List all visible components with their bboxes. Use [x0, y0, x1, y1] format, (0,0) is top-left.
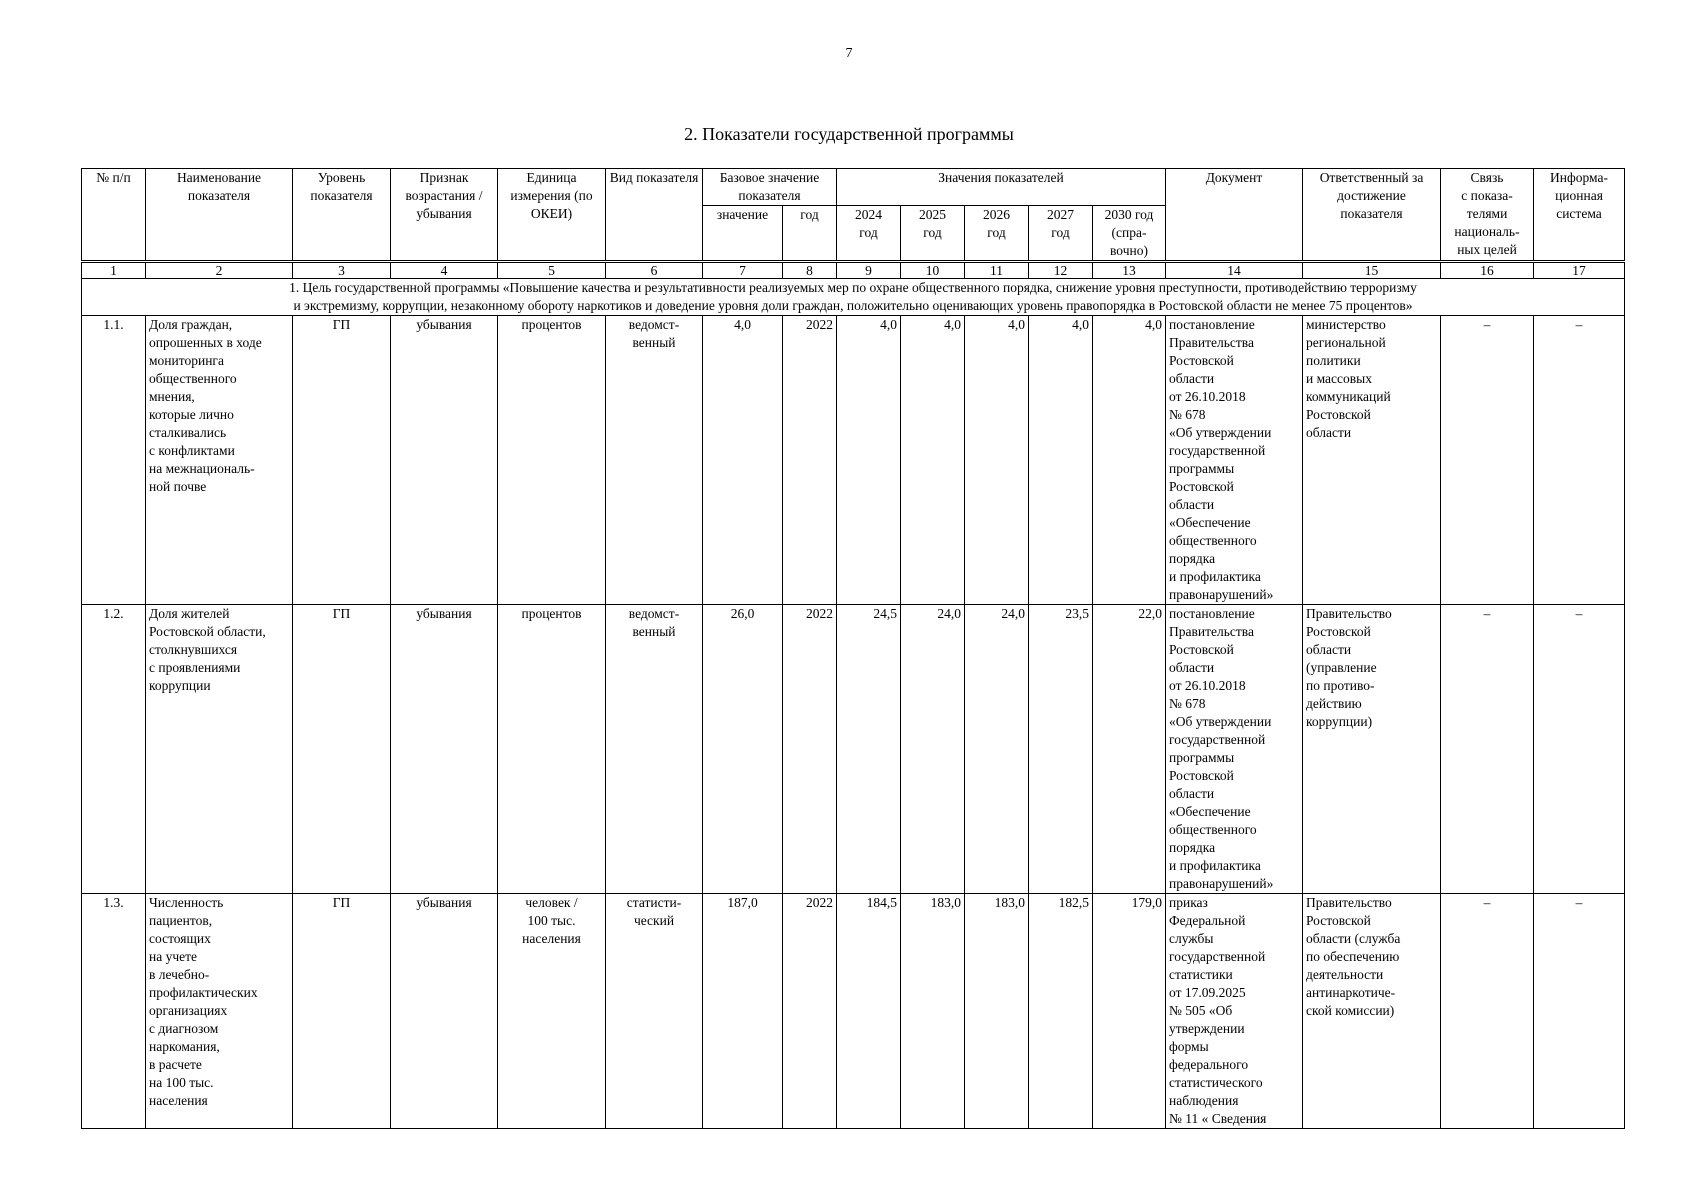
header-2027: 2027 год	[1029, 206, 1093, 262]
value-2026: 24,0	[965, 605, 1029, 894]
column-number: 16	[1441, 262, 1534, 279]
table-row	[82, 894, 1625, 1129]
national-goals-link: –	[1441, 316, 1534, 605]
value-2024: 184,5	[837, 894, 901, 1129]
column-number-row	[82, 262, 1625, 279]
column-number: 4	[391, 262, 498, 279]
base-value: 26,0	[703, 605, 783, 894]
value-2024: 24,5	[837, 605, 901, 894]
value-2026: 4,0	[965, 316, 1029, 605]
indicator-trend: убывания	[391, 605, 498, 894]
document: приказ Федеральной службы государственной статистики от 17.09.2025 № 505 «Об утверждении формы федерального статистического наблюдения № 11 « Сведения	[1166, 894, 1303, 1129]
goal-text: 1. Цель государственной программы «Повышение качества и результативности реализуемых мер по охране общественного порядка, снижение уровня преступности, противодействию терроризму и экстремизму, коррупции, незаконному обороту наркотиков и доведение уровня доли граждан, положительно оценивающих уровень правопорядка в Ростовской области не менее 75 процентов»	[82, 279, 1625, 316]
value-2027: 23,5	[1029, 605, 1093, 894]
indicator-name: Численность пациентов, состоящих на учете в лечебно- профилактических организациях с диагнозом наркомания, в расчете на 100 тыс. населения	[146, 894, 293, 1129]
column-number: 17	[1534, 262, 1625, 279]
value-2025: 24,0	[901, 605, 965, 894]
header-2025: 2025 год	[901, 206, 965, 262]
header-base-value: значение	[703, 206, 783, 262]
indicators-table	[81, 168, 1625, 1129]
header-kind: Вид показателя	[606, 169, 703, 262]
table-row	[82, 316, 1625, 605]
header-num: № п/п	[82, 169, 146, 262]
base-value: 187,0	[703, 894, 783, 1129]
info-system: –	[1534, 894, 1625, 1129]
indicator-level: ГП	[293, 605, 391, 894]
column-number: 10	[901, 262, 965, 279]
base-year: 2022	[783, 605, 837, 894]
value-2027: 182,5	[1029, 894, 1093, 1129]
column-number: 8	[783, 262, 837, 279]
header-level: Уровень показателя	[293, 169, 391, 262]
page-number: 7	[845, 46, 853, 61]
value-2026: 183,0	[965, 894, 1029, 1129]
responsible: Правительство Ростовской области (служба по обеспечению деятельности антинаркотиче- ской комиссии)	[1303, 894, 1441, 1129]
header-trend: Признак возрастания / убывания	[391, 169, 498, 262]
header-name: Наименование показателя	[146, 169, 293, 262]
document: постановление Правительства Ростовской области от 26.10.2018 № 678 «Об утверждении государственной программы Ростовской области «Обеспечение общественного порядка и профилактика правонарушений»	[1166, 605, 1303, 894]
value-2030: 22,0	[1093, 605, 1166, 894]
info-system: –	[1534, 605, 1625, 894]
column-number: 14	[1166, 262, 1303, 279]
indicator-level: ГП	[293, 894, 391, 1129]
value-2030: 179,0	[1093, 894, 1166, 1129]
header-link: Связь с показа- телями националь- ных целей	[1441, 169, 1534, 262]
column-number: 9	[837, 262, 901, 279]
row-num: 1.1.	[82, 316, 146, 605]
indicator-kind: ведомст- венный	[606, 605, 703, 894]
row-num: 1.2.	[82, 605, 146, 894]
header-unit: Единица измерения (по ОКЕИ)	[498, 169, 606, 262]
document: постановление Правительства Ростовской области от 26.10.2018 № 678 «Об утверждении государственной программы Ростовской области «Обеспечение общественного порядка и профилактика правонарушений»	[1166, 316, 1303, 605]
indicator-unit: процентов	[498, 605, 606, 894]
column-number: 2	[146, 262, 293, 279]
column-number: 13	[1093, 262, 1166, 279]
column-number: 12	[1029, 262, 1093, 279]
base-year: 2022	[783, 894, 837, 1129]
indicator-trend: убывания	[391, 316, 498, 605]
base-year: 2022	[783, 316, 837, 605]
header-base-year: год	[783, 206, 837, 262]
value-2030: 4,0	[1093, 316, 1166, 605]
indicator-name: Доля жителей Ростовской области, столкнувшихся с проявлениями коррупции	[146, 605, 293, 894]
column-number: 11	[965, 262, 1029, 279]
header-document: Документ	[1166, 169, 1303, 262]
indicator-unit: человек / 100 тыс. населения	[498, 894, 606, 1129]
responsible: министерство региональной политики и массовых коммуникаций Ростовской области	[1303, 316, 1441, 605]
info-system: –	[1534, 316, 1625, 605]
indicator-trend: убывания	[391, 894, 498, 1129]
value-2027: 4,0	[1029, 316, 1093, 605]
column-number: 6	[606, 262, 703, 279]
indicator-kind: ведомст- венный	[606, 316, 703, 605]
indicator-kind: статисти- ческий	[606, 894, 703, 1129]
header-responsible: Ответственный за достижение показателя	[1303, 169, 1441, 262]
header-values: Значения показателей	[837, 169, 1166, 206]
value-2025: 4,0	[901, 316, 965, 605]
header-2024: 2024 год	[837, 206, 901, 262]
column-number: 5	[498, 262, 606, 279]
column-number: 1	[82, 262, 146, 279]
header-info: Информа- ционная система	[1534, 169, 1625, 262]
responsible: Правительство Ростовской области (управление по противо- действию коррупции)	[1303, 605, 1441, 894]
page-title: 2. Показатели государственной программы	[684, 124, 1014, 144]
national-goals-link: –	[1441, 605, 1534, 894]
goal-row	[82, 279, 1625, 316]
indicator-level: ГП	[293, 316, 391, 605]
indicator-name: Доля граждан, опрошенных в ходе мониторинга общественного мнения, которые лично сталкивались с конфликтами на межнациональ- ной почве	[146, 316, 293, 605]
header-base: Базовое значение показателя	[703, 169, 837, 206]
column-number: 15	[1303, 262, 1441, 279]
national-goals-link: –	[1441, 894, 1534, 1129]
column-number: 7	[703, 262, 783, 279]
header-row-1	[82, 169, 1625, 206]
header-2026: 2026 год	[965, 206, 1029, 262]
value-2025: 183,0	[901, 894, 965, 1129]
row-num: 1.3.	[82, 894, 146, 1129]
base-value: 4,0	[703, 316, 783, 605]
indicator-unit: процентов	[498, 316, 606, 605]
header-2030: 2030 год (спра- вочно)	[1093, 206, 1166, 262]
table-row	[82, 605, 1625, 894]
value-2024: 4,0	[837, 316, 901, 605]
column-number: 3	[293, 262, 391, 279]
